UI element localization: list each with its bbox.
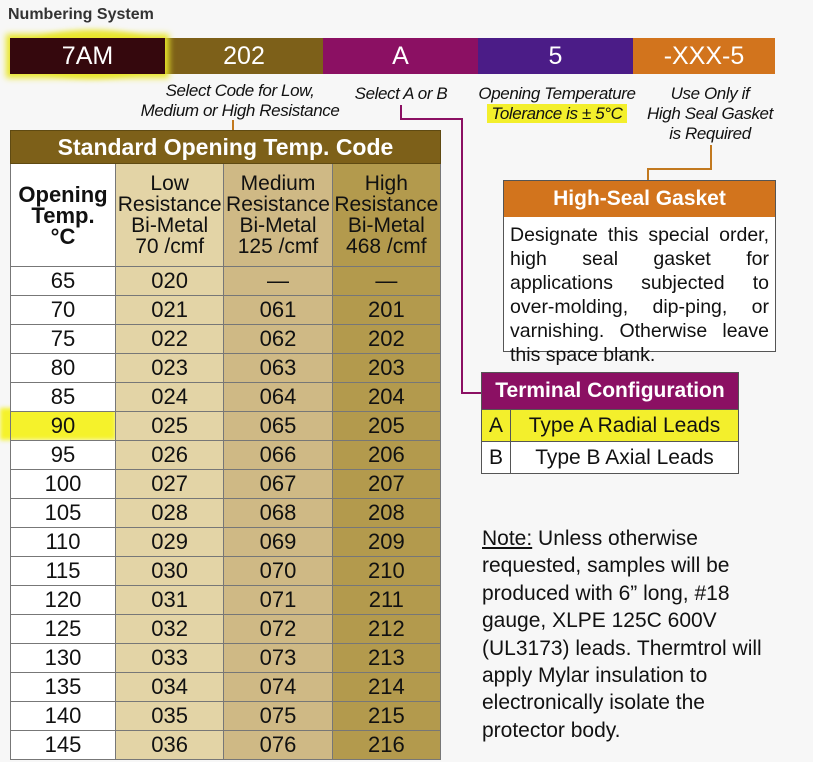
table-cell: 074 [224,673,332,702]
table-cell: 035 [116,702,224,731]
table-cell: 026 [116,441,224,470]
table-cell: 207 [332,470,440,499]
table-cell: 208 [332,499,440,528]
table-cell: 032 [116,615,224,644]
table-cell: 020 [116,267,224,296]
caption-tolerance: Opening Temperature Tolerance is ± 5°C [478,84,636,123]
code-segment-terminal: A [323,38,478,74]
table-cell: 063 [224,354,332,383]
terminal-configuration-box [481,372,739,474]
connector-line [710,145,712,169]
table-cell: 073 [224,644,332,673]
table-cell: 90 [11,412,116,441]
table-cell: 033 [116,644,224,673]
header-high-resistance: High Resistance Bi-Metal 468 /cmf [332,164,440,267]
connector-line [647,168,712,170]
table-cell: 203 [332,354,440,383]
header-low-resistance: Low Resistance Bi-Metal 70 /cmf [116,164,224,267]
table-cell: 031 [116,586,224,615]
high-seal-gasket-box [503,180,776,366]
connector-line [461,392,481,394]
gasket-title: High-Seal Gasket [504,181,775,217]
table-row [11,615,441,644]
gasket-description: Designate this special order, high seal gasket for applications subjected to over-molding, dip-ping, or varnishing. Otherwise leave this space blank. [510,224,769,366]
table-title: Standard Opening Temp. Code [11,131,441,164]
terminal-option-b: B Type B Axial Leads [482,441,738,473]
table-row [11,731,441,760]
terminal-title: Terminal Configuration [482,373,738,409]
header-opening-temp: Opening Temp. °C [11,164,116,267]
table-cell: 061 [224,296,332,325]
table-cell: 028 [116,499,224,528]
table-cell: 066 [224,441,332,470]
code-segment-gasket: -XXX-5 [633,38,775,74]
table-cell: 130 [11,644,116,673]
table-row [11,528,441,557]
table-cell: 212 [332,615,440,644]
table-cell: 202 [332,325,440,354]
table-cell: 064 [224,383,332,412]
table-cell: 100 [11,470,116,499]
table-cell: 65 [11,267,116,296]
table-row [11,673,441,702]
table-cell: 213 [332,644,440,673]
table-cell: 068 [224,499,332,528]
caption-select-ab: Select A or B [354,84,448,103]
table-cell: 071 [224,586,332,615]
table-row [11,644,441,673]
table-cell: 069 [224,528,332,557]
table-row [11,267,441,296]
table-cell: 215 [332,702,440,731]
table-cell: 216 [332,731,440,760]
table-cell: 076 [224,731,332,760]
connector-line [461,118,463,393]
table-row [11,325,441,354]
table-cell: — [332,267,440,296]
table-row [11,383,441,412]
table-row [11,557,441,586]
table-row [11,470,441,499]
connector-line [400,118,462,120]
table-cell: 025 [116,412,224,441]
table-cell: 95 [11,441,116,470]
table-cell: 065 [224,412,332,441]
table-cell: 204 [332,383,440,412]
table-cell: 062 [224,325,332,354]
terminal-option-a: A Type A Radial Leads [482,409,738,441]
table-cell: 211 [332,586,440,615]
table-cell: 201 [332,296,440,325]
code-segment-series: 7AM [61,41,114,70]
table-cell: 075 [224,702,332,731]
table-cell: 135 [11,673,116,702]
table-cell: 105 [11,499,116,528]
code-segment-tolerance: 5 [478,38,633,74]
table-row [11,586,441,615]
table-cell: 021 [116,296,224,325]
table-cell: 067 [224,470,332,499]
table-cell: 023 [116,354,224,383]
header-medium-resistance: Medium Resistance Bi-Metal 125 /cmf [224,164,332,267]
connector-line [400,105,402,119]
table-cell: 205 [332,412,440,441]
table-row [11,702,441,731]
table-cell: 75 [11,325,116,354]
code-segment-temp: 202 [165,38,323,74]
table-cell: 072 [224,615,332,644]
table-cell: 214 [332,673,440,702]
table-cell: 145 [11,731,116,760]
table-row [11,296,441,325]
table-row [11,499,441,528]
page-title: Numbering System [8,6,154,23]
opening-temp-table [10,130,441,760]
table-row [11,412,441,441]
table-cell: 210 [332,557,440,586]
caption-gasket: Use Only if High Seal Gasket is Required [647,84,773,143]
table-cell: 206 [332,441,440,470]
table-cell: 027 [116,470,224,499]
table-cell: 024 [116,383,224,412]
table-cell: 70 [11,296,116,325]
tolerance-highlight: Tolerance is ± 5°C [487,104,626,123]
table-cell: 070 [224,557,332,586]
table-cell: 140 [11,702,116,731]
table-row [11,354,441,383]
connector-line [232,120,234,130]
table-cell: 034 [116,673,224,702]
table-cell: 120 [11,586,116,615]
table-cell: 030 [116,557,224,586]
note-text: Note: Unless otherwise requested, samples will be produced with 6” long, #18 gauge, XLPE 125C 600V (UL3173) leads. Thermtrol will apply Mylar insulation to electronically isolate the protector body. [482,527,762,742]
table-cell: — [224,267,332,296]
caption-resistance: Select Code for Low, Medium or High Resistance [140,81,340,120]
table-cell: 022 [116,325,224,354]
table-row [11,441,441,470]
table-cell: 209 [332,528,440,557]
table-cell: 85 [11,383,116,412]
table-cell: 80 [11,354,116,383]
table-cell: 125 [11,615,116,644]
table-cell: 036 [116,731,224,760]
table-cell: 110 [11,528,116,557]
table-cell: 029 [116,528,224,557]
table-cell: 115 [11,557,116,586]
